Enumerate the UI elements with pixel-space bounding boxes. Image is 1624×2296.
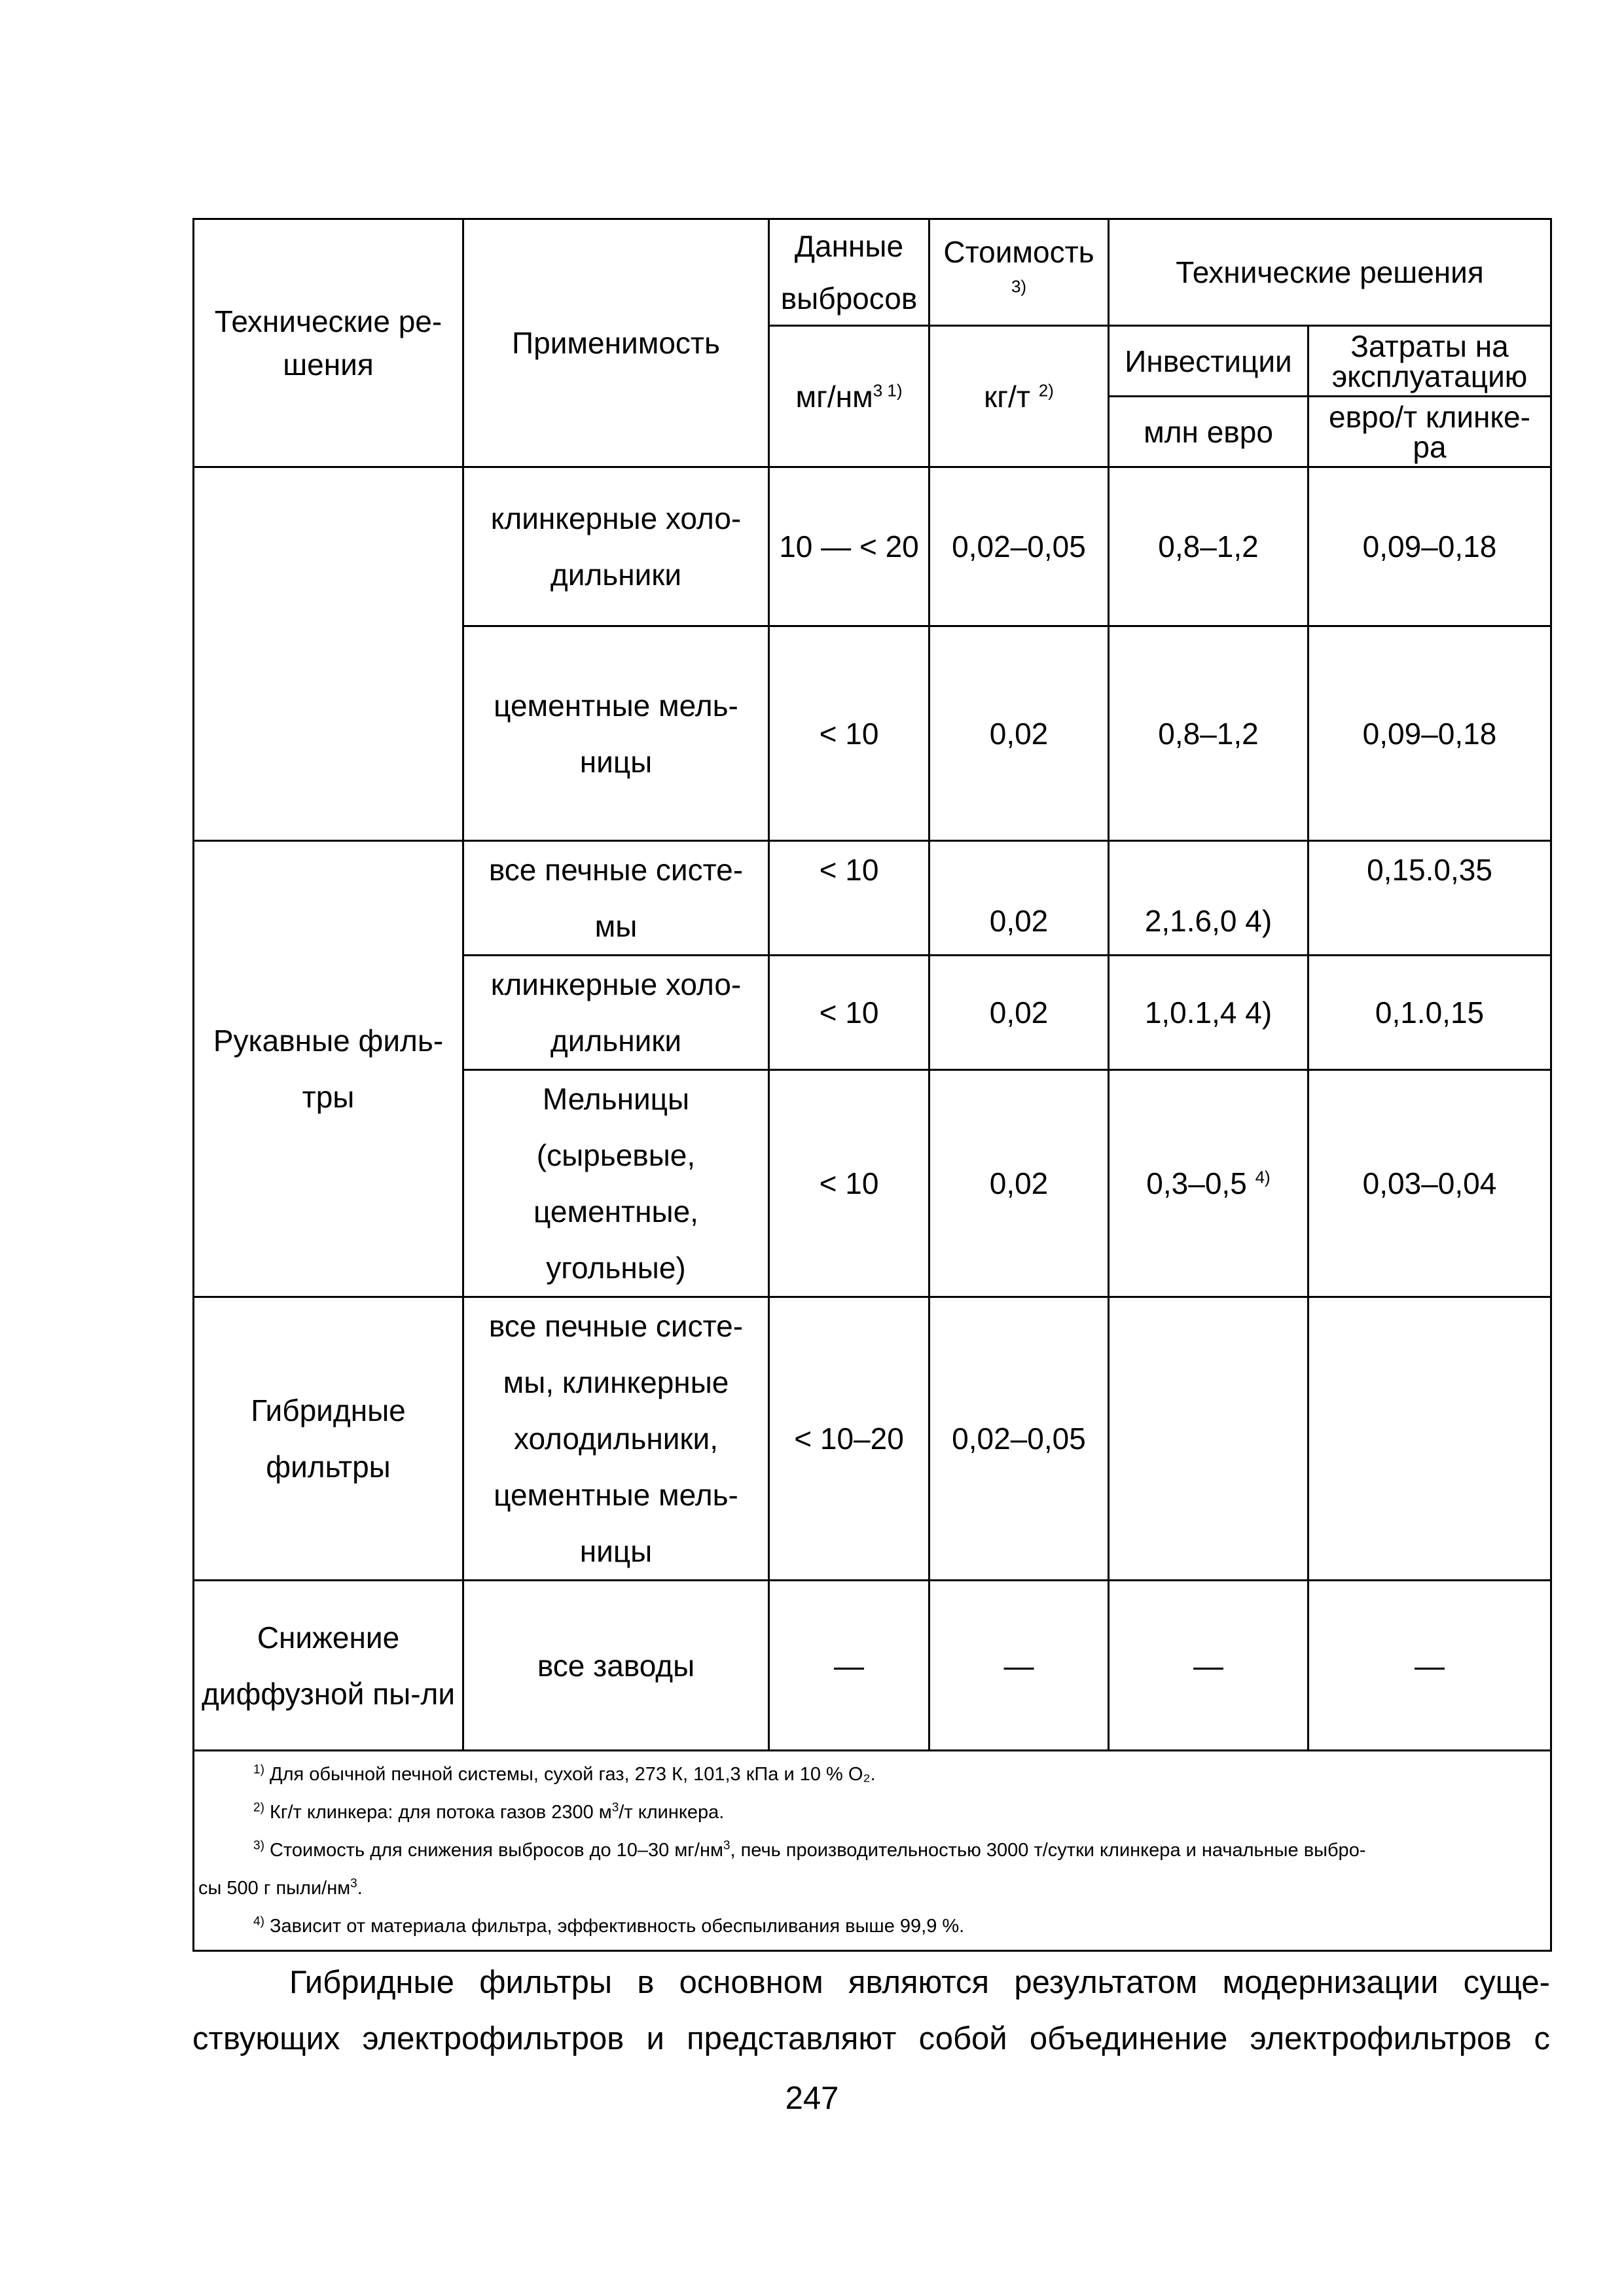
footnote-3-text-d: . xyxy=(357,1878,363,1899)
cell-cost: 0,02 xyxy=(929,626,1109,841)
cell-investment: 0,8–1,2 xyxy=(1109,467,1308,626)
footnote-3-cont xyxy=(198,1869,1546,1907)
header-unit-kg xyxy=(929,326,1109,467)
cell-applicability: клинкерные холо-дильники xyxy=(463,956,769,1070)
cell-cost: 0,02 xyxy=(929,956,1109,1070)
header-unit-eur-per-t: евро/т клинке-ра xyxy=(1308,397,1551,467)
cell-applicability: цементные мель-ницы xyxy=(463,626,769,841)
cell-investment: 0,8–1,2 xyxy=(1109,626,1308,841)
group-cell-empty xyxy=(194,467,463,841)
footnote-2-mark: 2) xyxy=(253,1801,264,1815)
cell-emissions: < 10 xyxy=(769,841,929,956)
cell-operating: 0,09–0,18 xyxy=(1308,467,1551,626)
footnote-1 xyxy=(198,1755,1546,1793)
footnote-2-text-b: /т клинкера. xyxy=(619,1802,725,1823)
cell-emissions: 10 — < 20 xyxy=(769,467,929,626)
cell-operating: — xyxy=(1308,1581,1551,1751)
cell-cost: 0,02–0,05 xyxy=(929,467,1109,626)
footnote-3-text-c: сы 500 г пыли/нм xyxy=(198,1878,351,1899)
header-operating-costs: Затраты на эксплуатацию xyxy=(1308,326,1551,397)
cell-operating xyxy=(1308,1297,1551,1581)
investment-value: 0,3–0,5 xyxy=(1146,1166,1247,1200)
cell-cost: 0,02 xyxy=(929,841,1109,956)
header-investments: Инвестиции xyxy=(1109,326,1308,397)
cell-applicability: Мельницы (сырьевые, цементные, угольные) xyxy=(463,1070,769,1297)
unit-kg-base: кг/т xyxy=(984,379,1030,414)
table-row xyxy=(194,467,1551,626)
group-cell-bag-filters: Рукавные филь-тры xyxy=(194,841,463,1297)
footnote-3-text-b: , печь производительностью 3000 т/сутки клинкера и начальные выбро- xyxy=(730,1840,1366,1861)
cell-emissions: — xyxy=(769,1581,929,1751)
body-paragraph-line-1: Гибридные фильтры в основном являются результатом модернизации суще- xyxy=(289,1965,1550,2000)
emissions-table xyxy=(192,218,1552,1952)
table-row xyxy=(194,1581,1551,1751)
header-tech-solutions-col: Технические ре-шения xyxy=(194,219,463,467)
cell-investment: 2,1.6,0 4) xyxy=(1109,841,1308,956)
cell-emissions: < 10 xyxy=(769,1070,929,1297)
cell-investment xyxy=(1109,1070,1308,1297)
group-cell-diffuse-dust: Снижение диффузной пы-ли xyxy=(194,1581,463,1751)
cell-cost: 0,02 xyxy=(929,1070,1109,1297)
cell-applicability: все заводы xyxy=(463,1581,769,1751)
cell-investment: — xyxy=(1109,1581,1308,1751)
cell-cost: — xyxy=(929,1581,1109,1751)
body-paragraph-line-2: ствующих электрофильтров и представляют собой объединение электрофильтров с xyxy=(192,2021,1550,2056)
cell-investment: 1,0.1,4 4) xyxy=(1109,956,1308,1070)
cell-operating: 0,03–0,04 xyxy=(1308,1070,1551,1297)
cell-operating: 0,15.0,35 xyxy=(1308,841,1551,956)
header-cost-note: 3) xyxy=(1011,276,1027,296)
cell-operating: 0,1.0,15 xyxy=(1308,956,1551,1070)
footnote-3c-sup: 3 xyxy=(350,1876,357,1891)
cell-emissions: < 10 xyxy=(769,956,929,1070)
cell-emissions: < 10 xyxy=(769,626,929,841)
cell-applicability: клинкерные холо-дильники xyxy=(463,467,769,626)
footnote-2-sup: 3 xyxy=(611,1801,619,1815)
header-unit-mg xyxy=(769,326,929,467)
cell-investment xyxy=(1109,1297,1308,1581)
footnote-3-text-a: Стоимость для снижения выбросов до 10–30 мг/нм xyxy=(269,1840,723,1861)
footnote-3-mark: 3) xyxy=(253,1839,264,1853)
investment-note: 4) xyxy=(1255,1167,1271,1187)
table-row xyxy=(194,1297,1551,1581)
footnote-2-text-a: Кг/т клинкера: для потока газов 2300 м xyxy=(269,1802,612,1823)
cell-emissions: < 10–20 xyxy=(769,1297,929,1581)
header-applicability: Применимость xyxy=(463,219,769,467)
cell-applicability: все печные систе-мы xyxy=(463,841,769,956)
table-row xyxy=(194,841,1551,956)
unit-mg-sup: 3 1) xyxy=(873,380,903,401)
footnote-3 xyxy=(198,1831,1546,1869)
page-number: 247 xyxy=(785,2081,839,2116)
header-unit-mln-eur: млн евро xyxy=(1109,397,1308,467)
header-cost-label: Стоимость xyxy=(943,235,1094,269)
footnote-4 xyxy=(198,1907,1546,1945)
cell-cost: 0,02–0,05 xyxy=(929,1297,1109,1581)
footnote-1-text: Для обычной печной системы, сухой газ, 273 К, 101,3 кПа и 10 % O₂. xyxy=(269,1764,876,1785)
cell-operating: 0,09–0,18 xyxy=(1308,626,1551,841)
header-technical-solutions: Технические решения xyxy=(1109,219,1551,326)
footnote-4-text: Зависит от материала фильтра, эффективность обеспыливания выше 99,9 %. xyxy=(269,1916,965,1937)
footnote-4-mark: 4) xyxy=(253,1914,264,1929)
footnote-1-mark: 1) xyxy=(253,1763,264,1777)
header-cost xyxy=(929,219,1109,326)
footnote-3-sup: 3 xyxy=(723,1839,731,1853)
unit-mg-base: мг/нм xyxy=(795,379,873,414)
table-footnotes xyxy=(194,1751,1551,1951)
group-cell-hybrid-filters: Гибридные фильтры xyxy=(194,1297,463,1581)
header-emissions: Данные выбросов xyxy=(769,219,929,326)
cell-applicability: все печные систе-мы, клинкерные холодильники, цементные мель-ницы xyxy=(463,1297,769,1581)
footnote-2 xyxy=(198,1793,1546,1831)
unit-kg-sup: 2) xyxy=(1038,380,1054,401)
